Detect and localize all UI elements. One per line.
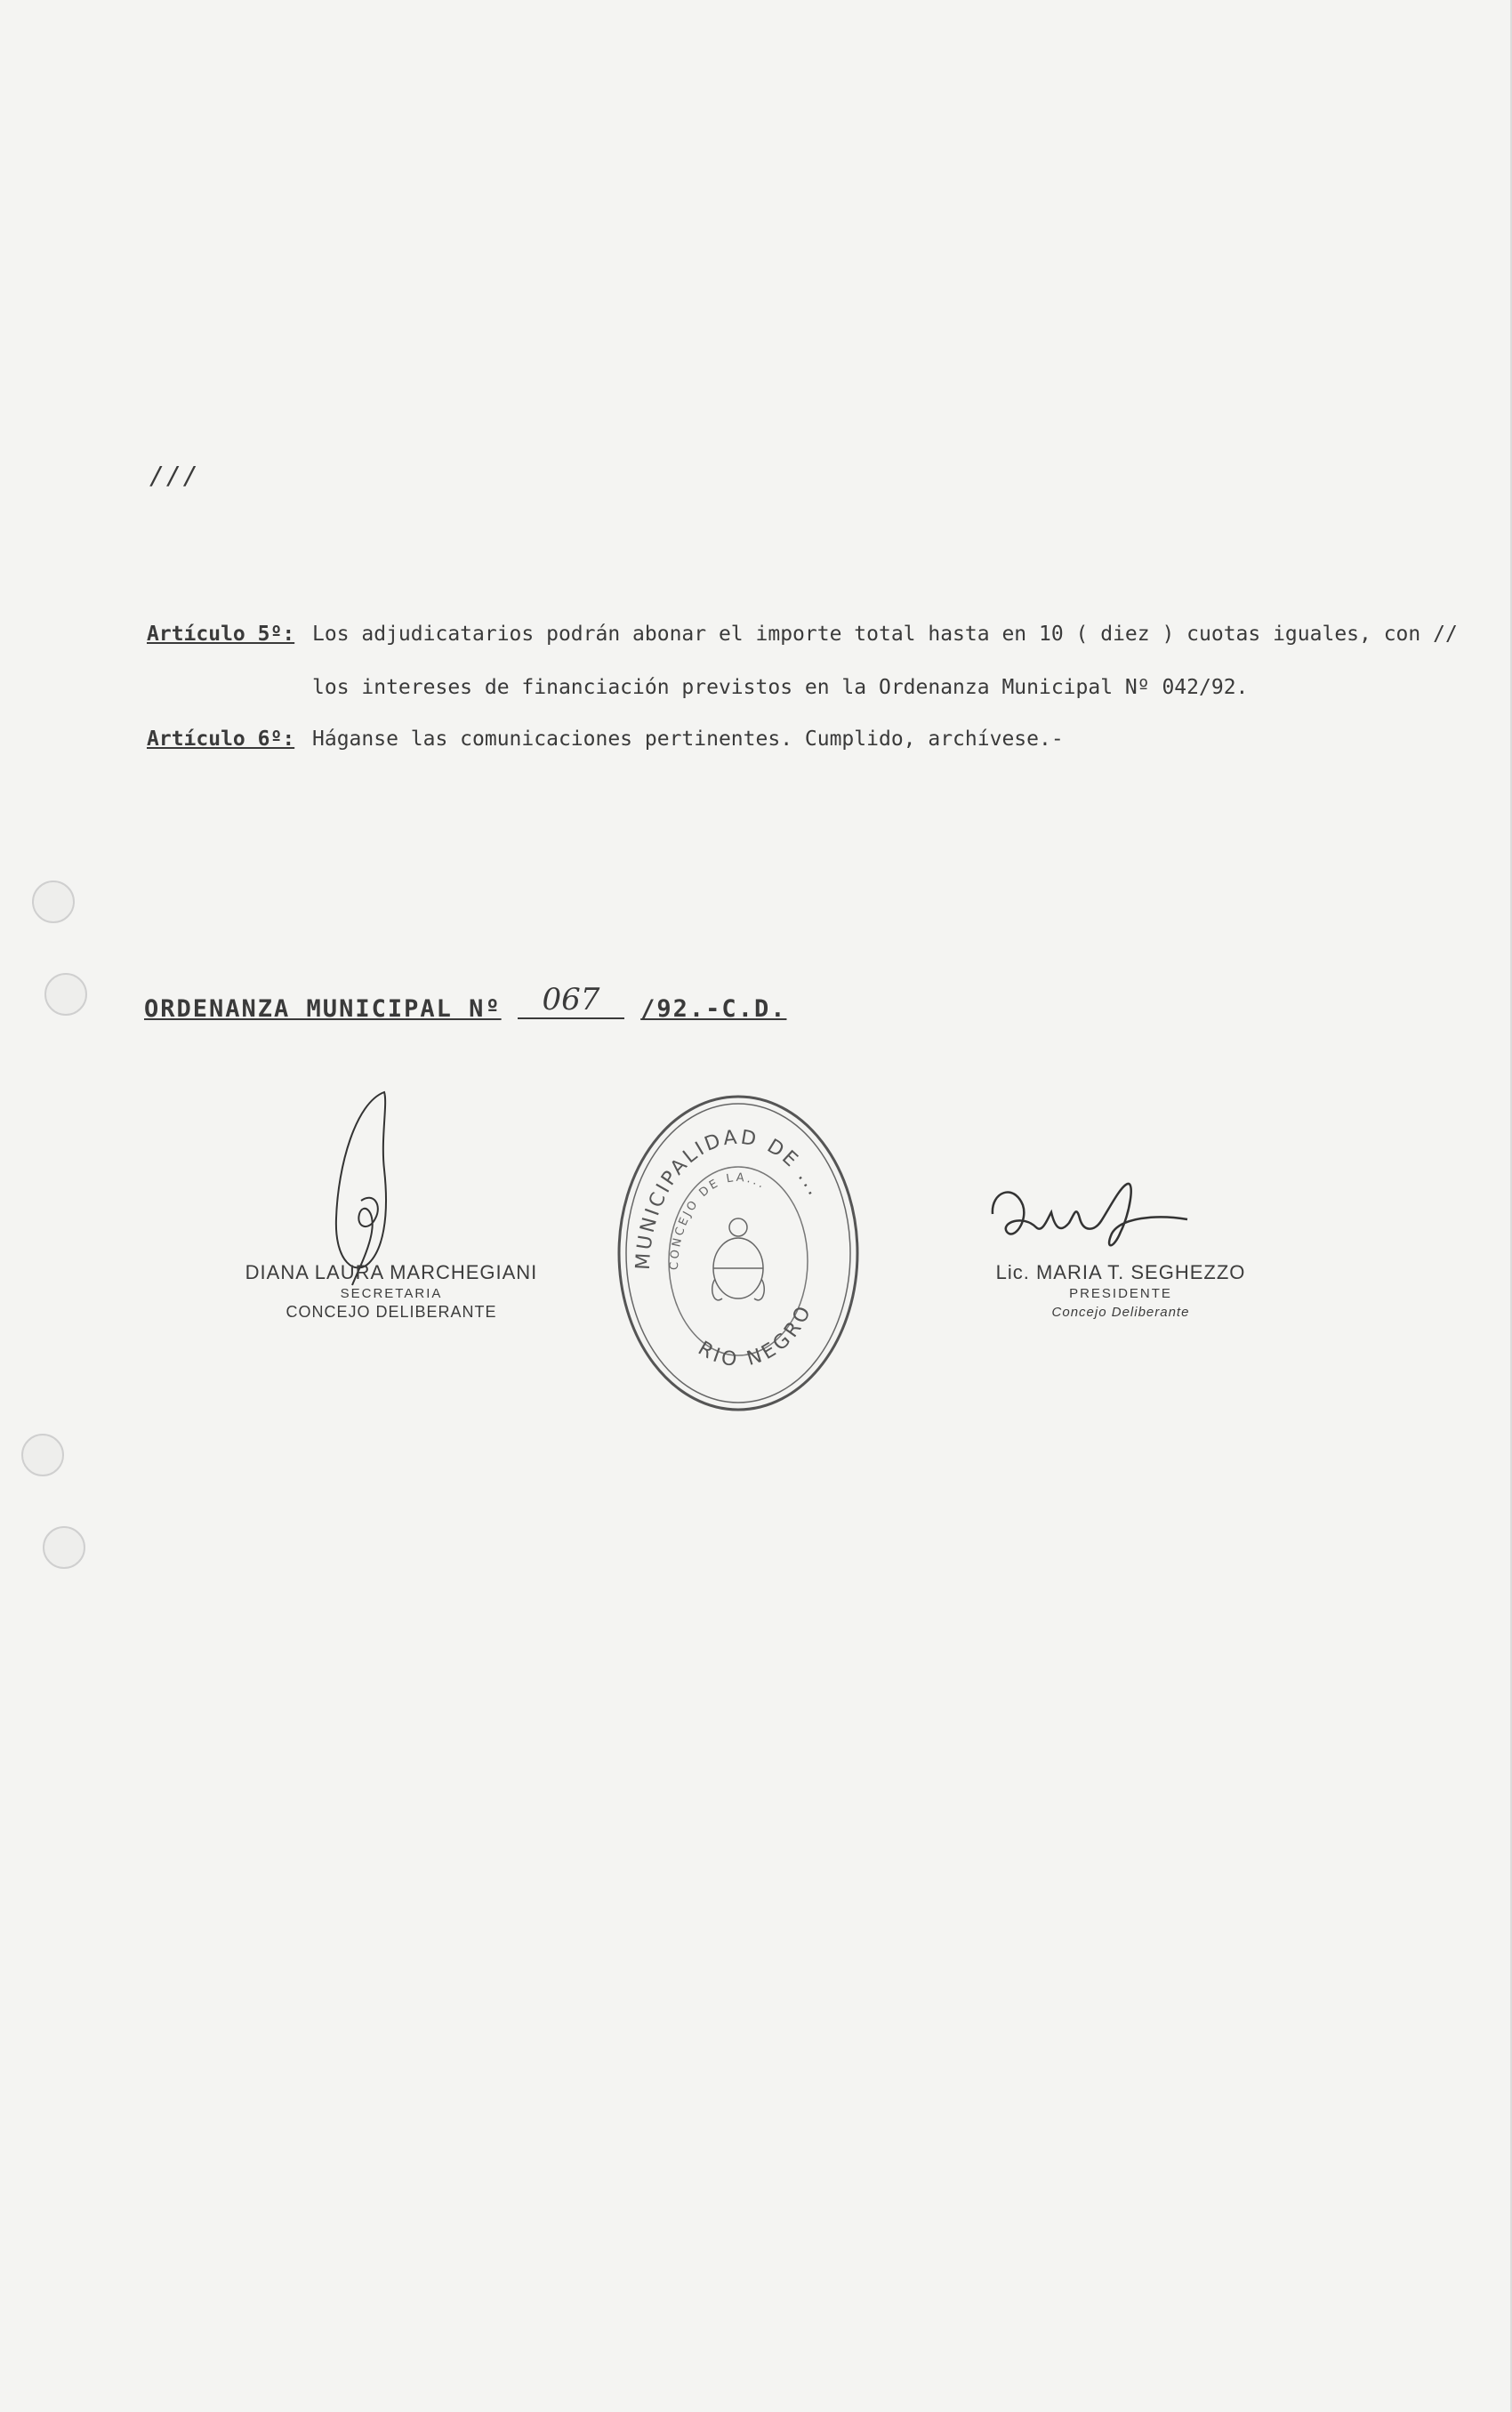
article-5-text-line2: los intereses de financiación previstos en la Ordenanza Municipal Nº 042/92. (312, 676, 1249, 699)
secretary-role: SECRETARIA (340, 1286, 443, 1301)
signature-right-icon (987, 1178, 1192, 1258)
punch-hole (32, 880, 75, 923)
official-seal-icon (615, 1092, 861, 1414)
president-role: PRESIDENTE (1069, 1286, 1172, 1301)
article-5 (147, 621, 1458, 647)
article-5-label: Artículo 5º: (147, 623, 295, 646)
signature-block-secretary (227, 1261, 556, 1322)
ordinance-suffix: /92.-C.D. (640, 995, 787, 1023)
article-6 (147, 726, 1064, 752)
seal-bottom-text: RIO NEGRO (694, 1299, 817, 1372)
secretary-name: DIANA LAURA MARCHEGIANI (245, 1261, 538, 1283)
secretary-body: CONCEJO DELIBERANTE (286, 1303, 497, 1321)
continuation-mark: /// (149, 461, 200, 490)
svg-text:RIO NEGRO (694, 1300, 816, 1371)
svg-text:MUNICIPALIDAD DE ... (632, 1127, 827, 1271)
ordinance-number-handwritten: 067 (518, 982, 624, 1019)
punch-hole (44, 973, 87, 1016)
seal-top-text: MUNICIPALIDAD DE ... (631, 1126, 827, 1271)
article-5-text-line1: Los adjudicatarios podrán abonar el importe total hasta en 10 ( diez ) cuotas iguales, con // (312, 623, 1458, 646)
article-6-text: Háganse las comunicaciones pertinentes. Cumplido, archívese.- (312, 728, 1064, 751)
president-name: Lic. MARIA T. SEGHEZZO (995, 1261, 1246, 1283)
punch-hole (21, 1434, 64, 1476)
signature-block-president (969, 1261, 1272, 1320)
svg-text:CONCEJO DE LA... (668, 1171, 769, 1271)
president-body: Concejo Deliberante (1051, 1305, 1190, 1320)
article-6-label: Artículo 6º: (147, 728, 295, 751)
ordinance-prefix: ORDENANZA MUNICIPAL Nº (144, 995, 502, 1023)
seal-inner-text: CONCEJO DE LA... (667, 1170, 769, 1271)
punch-hole (43, 1526, 85, 1569)
coat-of-arms-icon (712, 1218, 765, 1300)
ordinance-number-line (144, 982, 787, 1026)
signature-left-icon (320, 1085, 427, 1290)
